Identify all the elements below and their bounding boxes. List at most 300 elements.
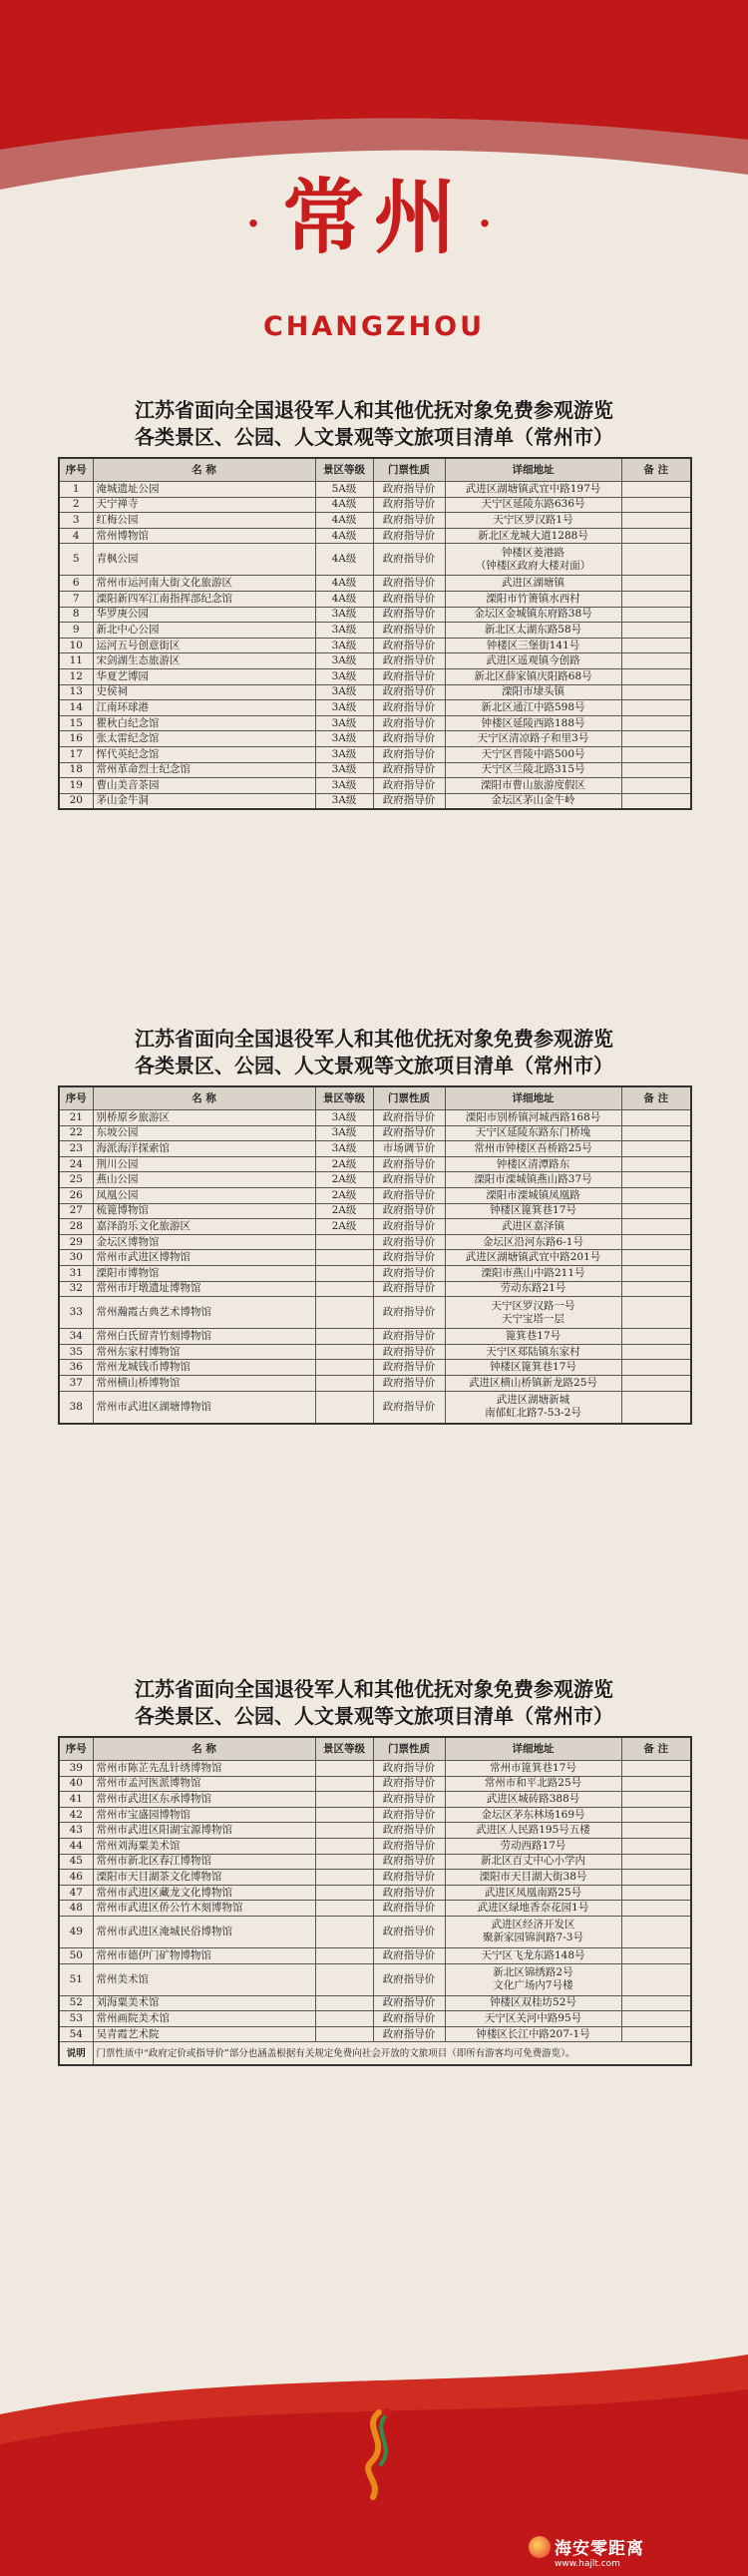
scenic-level: 3A级: [315, 638, 373, 653]
list-block-2: [58, 1026, 690, 1425]
address-line: 常州市和平北路25号: [484, 1777, 582, 1790]
row-number: 1: [59, 482, 93, 498]
remark: [621, 1234, 691, 1250]
address-line: 南郁虹北路7-53-2号: [485, 1407, 581, 1419]
table-row: [59, 1219, 691, 1235]
address: [445, 715, 621, 731]
attraction-name: 燕山公园: [93, 1172, 315, 1188]
remark: [621, 1391, 691, 1424]
column-header: 详细地址: [445, 1086, 621, 1110]
table-row: [59, 2011, 691, 2027]
scenic-level: 2A级: [315, 1156, 373, 1172]
remark: [621, 1854, 691, 1870]
table-header-row: [59, 1737, 691, 1761]
table-row: [59, 1792, 691, 1808]
remark: [621, 1963, 691, 1995]
city-title: · 常州 ·: [246, 170, 502, 265]
list-title-line2: 各类景区、公园、人文景观等文旅项目清单（常州市）: [135, 425, 613, 449]
scenic-level: [315, 1360, 373, 1376]
remark: [621, 497, 691, 513]
ticket-type: 政府指导价: [373, 1125, 445, 1141]
ticket-type: 政府指导价: [373, 1391, 445, 1424]
ticket-type: 政府指导价: [373, 1838, 445, 1854]
row-number: 25: [59, 1172, 93, 1188]
column-header: 详细地址: [445, 458, 621, 482]
attraction-name: 史侯祠: [93, 684, 315, 700]
ticket-type: 政府指导价: [373, 1219, 445, 1235]
column-header: 序号: [59, 1086, 93, 1110]
address: [445, 731, 621, 747]
ticket-type: 政府指导价: [373, 668, 445, 684]
table-row: [59, 1375, 691, 1391]
attraction-name: 张太雷纪念馆: [93, 731, 315, 747]
scenic-level: [315, 1281, 373, 1297]
remark: [621, 1110, 691, 1126]
row-number: 12: [59, 668, 93, 684]
address: [445, 1203, 621, 1219]
row-number: 15: [59, 715, 93, 731]
remark: [621, 1776, 691, 1792]
row-number: 23: [59, 1141, 93, 1157]
attraction-name: 梳篦博物馆: [93, 1203, 315, 1219]
column-header: 景区等级: [315, 1737, 373, 1761]
scenic-level: [315, 1807, 373, 1823]
remark: [621, 668, 691, 684]
ticket-type: 政府指导价: [373, 623, 445, 639]
scenic-level: [315, 1297, 373, 1329]
table-row: [59, 1265, 691, 1281]
address-line: 天宁区关河中路95号: [484, 2011, 582, 2024]
address-line: 溧阳市天目湖大街38号: [479, 1870, 587, 1883]
address-line: 武进区湖塘镇武宜中路197号: [465, 482, 601, 495]
address-line: 新北区通江中路598号: [481, 700, 585, 713]
attraction-name: 溧阳市博物馆: [93, 1265, 315, 1281]
table-row: [59, 591, 691, 607]
attraction-name: 常州市新北区春江博物馆: [93, 1854, 315, 1870]
row-number: 31: [59, 1265, 93, 1281]
address: [445, 793, 621, 809]
address: [445, 2026, 621, 2042]
column-header: 门票性质: [373, 1086, 445, 1110]
ticket-type: 政府指导价: [373, 1947, 445, 1963]
row-number: 3: [59, 513, 93, 529]
table-row: [59, 653, 691, 669]
address-line: 溧阳市竹箦镇水西村: [486, 592, 580, 605]
row-number: 39: [59, 1761, 93, 1777]
address: [445, 1901, 621, 1917]
scenic-level: [315, 2026, 373, 2042]
address: [445, 638, 621, 653]
scenic-level: 3A级: [315, 715, 373, 731]
scenic-level: [315, 1329, 373, 1345]
row-number: 52: [59, 1995, 93, 2011]
attraction-name: 常州美术馆: [93, 1963, 315, 1995]
scenic-level: 3A级: [315, 684, 373, 700]
attraction-name: 常州博物馆: [93, 528, 315, 544]
table-row: [59, 700, 691, 716]
attraction-name: 常州瀚霞古典艺术博物馆: [93, 1297, 315, 1329]
list-title-line1: 江苏省面向全国退役军人和其他优抚对象免费参观游览: [135, 398, 613, 422]
attraction-name: 常州市武进区东承博物馆: [93, 1792, 315, 1808]
ticket-type: 政府指导价: [373, 746, 445, 762]
address-line: 新北区锦绣路2号: [493, 1966, 573, 1979]
row-number: 24: [59, 1156, 93, 1172]
address: [445, 482, 621, 498]
address-line: 天宁区清凉路子和里3号: [477, 732, 589, 745]
remark: [621, 1375, 691, 1391]
address: [445, 1141, 621, 1157]
remark: [621, 2011, 691, 2027]
scenic-level: [315, 1823, 373, 1839]
remark: [621, 1360, 691, 1376]
address-line: 溧阳市曹山旅游度假区: [481, 778, 585, 791]
scenic-level: [315, 1947, 373, 1963]
remark: [621, 1297, 691, 1329]
row-number: 53: [59, 2011, 93, 2027]
row-number: 30: [59, 1250, 93, 1266]
ticket-type: 政府指导价: [373, 1281, 445, 1297]
row-number: 6: [59, 576, 93, 592]
remark: [621, 746, 691, 762]
address: [445, 1885, 621, 1901]
row-number: 8: [59, 607, 93, 623]
remark: [621, 1885, 691, 1901]
attraction-table-1: [58, 457, 692, 810]
remark: [621, 1329, 691, 1345]
attraction-name: 常州市陈芷先乱针绣博物馆: [93, 1761, 315, 1777]
address-line: 聚新家园锦润路7-3号: [483, 1932, 583, 1944]
table-row: [59, 1823, 691, 1839]
remark: [621, 1792, 691, 1808]
remark: [621, 1187, 691, 1203]
row-number: 21: [59, 1110, 93, 1126]
address: [445, 1838, 621, 1854]
scenic-level: [315, 1344, 373, 1360]
address: [445, 1391, 621, 1424]
jiangsu-tourism-logo: [351, 2402, 399, 2522]
row-number: 7: [59, 591, 93, 607]
note-row: [59, 2042, 691, 2066]
address: [445, 762, 621, 778]
attraction-name: 常州市运河南大街文化旅游区: [93, 576, 315, 592]
ticket-type: 市场调节价: [373, 1141, 445, 1157]
scenic-level: [315, 1916, 373, 1947]
scenic-level: [315, 1776, 373, 1792]
attraction-name: 常州市圩墩遗址博物馆: [93, 1281, 315, 1297]
remark: [621, 1125, 691, 1141]
address: [445, 746, 621, 762]
table-row: [59, 497, 691, 513]
scenic-level: 3A级: [315, 746, 373, 762]
remark: [621, 1203, 691, 1219]
remark: [621, 1838, 691, 1854]
table-row: [59, 1870, 691, 1886]
ticket-type: 政府指导价: [373, 1156, 445, 1172]
attraction-name: 溧阳市天目湖茶文化博物馆: [93, 1870, 315, 1886]
attraction-name: 新北中心公园: [93, 623, 315, 639]
city-pinyin: CHANGZHOU: [262, 311, 486, 342]
address-line: 天宁区晋陵中路500号: [481, 747, 585, 760]
scenic-level: 3A级: [315, 731, 373, 747]
row-number: 46: [59, 1870, 93, 1886]
ticket-type: 政府指导价: [373, 638, 445, 653]
row-number: 22: [59, 1125, 93, 1141]
attraction-name: 常州市武进区湖塘博物馆: [93, 1391, 315, 1424]
attraction-name: 曹山美音茶园: [93, 778, 315, 794]
attraction-name: 金坛区博物馆: [93, 1234, 315, 1250]
table-row: [59, 1901, 691, 1917]
ticket-type: 政府指导价: [373, 653, 445, 669]
scenic-level: 5A级: [315, 482, 373, 498]
table-row: [59, 513, 691, 529]
ticket-type: 政府指导价: [373, 1297, 445, 1329]
list-title-line1: 江苏省面向全国退役军人和其他优抚对象免费参观游览: [135, 1027, 613, 1051]
table-row: [59, 684, 691, 700]
table-row: [59, 1360, 691, 1376]
address: [445, 2011, 621, 2027]
ticket-type: 政府指导价: [373, 1203, 445, 1219]
remark: [621, 623, 691, 639]
attraction-name: 荆川公园: [93, 1156, 315, 1172]
scenic-level: [315, 1995, 373, 2011]
scenic-level: 4A级: [315, 544, 373, 576]
scenic-level: [315, 1792, 373, 1808]
scenic-level: 3A级: [315, 653, 373, 669]
table-header-row: [59, 458, 691, 482]
remark: [621, 1265, 691, 1281]
column-header: 备 注: [621, 458, 691, 482]
attraction-name: 红梅公园: [93, 513, 315, 529]
row-number: 36: [59, 1360, 93, 1376]
remark: [621, 482, 691, 498]
address-line: 天宁区罗汉路1号: [493, 513, 573, 526]
scenic-level: 4A级: [315, 497, 373, 513]
scenic-level: 4A级: [315, 513, 373, 529]
address-line: 金坛区金城镇东府路38号: [474, 608, 592, 621]
ticket-type: 政府指导价: [373, 482, 445, 498]
remark: [621, 715, 691, 731]
ticket-type: 政府指导价: [373, 715, 445, 731]
attraction-name: 瞿秋白纪念馆: [93, 715, 315, 731]
table-row: [59, 1963, 691, 1995]
attraction-name: 茅山金牛洞: [93, 793, 315, 809]
column-header: 详细地址: [445, 1737, 621, 1761]
list-block-3: [58, 1676, 690, 2066]
table-row: [59, 528, 691, 544]
address-line: 钟楼区菱港路: [502, 546, 564, 559]
remark: [621, 1995, 691, 2011]
address-line: 劳动西路17号: [500, 1839, 566, 1852]
attraction-name: 天宁禅寺: [93, 497, 315, 513]
address: [445, 1776, 621, 1792]
column-header: 名 称: [93, 1086, 315, 1110]
address-line: 天宁区延陵东路636号: [481, 498, 585, 511]
remark: [621, 528, 691, 544]
ticket-type: 政府指导价: [373, 2026, 445, 2042]
table-row: [59, 1916, 691, 1947]
table-row: [59, 1250, 691, 1266]
remark: [621, 684, 691, 700]
address-line: 金坛区茅山金牛岭: [491, 794, 575, 807]
row-number: 16: [59, 731, 93, 747]
attraction-name: 华罗庚公园: [93, 607, 315, 623]
ticket-type: 政府指导价: [373, 1375, 445, 1391]
attraction-name: 海派海洋探索馆: [93, 1141, 315, 1157]
remark: [621, 607, 691, 623]
ticket-type: 政府指导价: [373, 497, 445, 513]
scenic-level: 2A级: [315, 1187, 373, 1203]
address: [445, 1187, 621, 1203]
address-line: 新北区太湖东路58号: [484, 623, 582, 636]
address-line: 溧阳市溧城镇凤凰路: [486, 1188, 580, 1201]
ticket-type: 政府指导价: [373, 576, 445, 592]
ticket-type: 政府指导价: [373, 1823, 445, 1839]
table-row: [59, 1995, 691, 2011]
address-line: 天宁区郑陆镇东家村: [486, 1345, 580, 1358]
scenic-level: 3A级: [315, 778, 373, 794]
column-header: 名 称: [93, 458, 315, 482]
row-number: 4: [59, 528, 93, 544]
list-title-line2: 各类景区、公园、人文景观等文旅项目清单（常州市）: [135, 1054, 613, 1077]
address: [445, 1329, 621, 1345]
site-url: www.hajlt.com: [555, 2559, 620, 2569]
address-line: 天宁区延陵东路东门桥堍: [475, 1126, 591, 1139]
scenic-level: [315, 1234, 373, 1250]
note-label: 说明: [59, 2042, 93, 2066]
table-row: [59, 1234, 691, 1250]
address: [445, 1219, 621, 1235]
ticket-type: 政府指导价: [373, 1329, 445, 1345]
ticket-type: 政府指导价: [373, 1995, 445, 2011]
table-row: [59, 746, 691, 762]
address-line: 常州市篦箕巷17号: [490, 1761, 576, 1774]
site-name: 海安零距离: [555, 2539, 644, 2559]
attraction-name: 溧阳新四军江南指挥部纪念馆: [93, 591, 315, 607]
remark: [621, 793, 691, 809]
address: [445, 668, 621, 684]
row-number: 34: [59, 1329, 93, 1345]
ticket-type: 政府指导价: [373, 778, 445, 794]
remark: [621, 1281, 691, 1297]
note-text: 门票性质中“政府定价或指导价”部分也涵盖根据有关规定免费向社会开放的文旅项目（即所有游客均可免费游览）。: [93, 2042, 691, 2066]
scenic-level: 3A级: [315, 1125, 373, 1141]
ticket-type: 政府指导价: [373, 1916, 445, 1947]
attraction-name: 常州市宝盛园博物馆: [93, 1807, 315, 1823]
scenic-level: 2A级: [315, 1172, 373, 1188]
list-title-line2: 各类景区、公园、人文景观等文旅项目清单（常州市）: [135, 1704, 613, 1728]
address: [445, 1234, 621, 1250]
table-row: [59, 482, 691, 498]
row-number: 2: [59, 497, 93, 513]
ticket-type: 政府指导价: [373, 1854, 445, 1870]
scenic-level: [315, 1901, 373, 1917]
attraction-name: 嘉泽韵乐文化旅游区: [93, 1219, 315, 1235]
scenic-level: 3A级: [315, 1110, 373, 1126]
address-line: 钟楼区清潭路东: [496, 1157, 570, 1170]
column-header: 景区等级: [315, 458, 373, 482]
remark: [621, 1141, 691, 1157]
remark: [621, 1219, 691, 1235]
row-number: 32: [59, 1281, 93, 1297]
address-line: 钟楼区三堡街141号: [486, 639, 580, 651]
address-line: 钟楼区篦箕巷17号: [490, 1361, 576, 1374]
address-line: 新北区薛家镇庆阳路68号: [474, 669, 592, 682]
scenic-level: 2A级: [315, 1219, 373, 1235]
table-row: [59, 1344, 691, 1360]
column-header: 备 注: [621, 1086, 691, 1110]
scenic-level: 3A级: [315, 700, 373, 716]
attraction-name: 东坡公园: [93, 1125, 315, 1141]
scenic-level: 3A级: [315, 668, 373, 684]
scenic-level: 3A级: [315, 762, 373, 778]
remark: [621, 653, 691, 669]
table-row: [59, 576, 691, 592]
address-line: 新北区龙城大道1288号: [478, 529, 588, 542]
address: [445, 1916, 621, 1947]
row-number: 18: [59, 762, 93, 778]
attraction-name: 淹城遗址公园: [93, 482, 315, 498]
row-number: 44: [59, 1838, 93, 1854]
address: [445, 528, 621, 544]
address-line: 武进区湖塘镇: [502, 577, 564, 590]
address: [445, 1995, 621, 2011]
row-number: 29: [59, 1234, 93, 1250]
ticket-type: 政府指导价: [373, 1265, 445, 1281]
attraction-name: 吴青霞艺术院: [93, 2026, 315, 2042]
address-line: 天宁区罗汉路一号: [491, 1299, 575, 1312]
remark: [621, 1250, 691, 1266]
table-row: [59, 793, 691, 809]
table-row: [59, 1172, 691, 1188]
scenic-level: [315, 1963, 373, 1995]
address-line: 武进区嘉泽镇: [502, 1219, 564, 1232]
column-header: 序号: [59, 458, 93, 482]
attraction-name: 常州市武进区博物馆: [93, 1250, 315, 1266]
address-line: 劳动东路21号: [500, 1282, 566, 1295]
row-number: 27: [59, 1203, 93, 1219]
row-number: 45: [59, 1854, 93, 1870]
address-line: 文化广场内7号楼: [493, 1979, 573, 1992]
address: [445, 1870, 621, 1886]
address: [445, 1297, 621, 1329]
address-line: 溧阳市别桥镇河城西路168号: [465, 1110, 601, 1123]
ticket-type: 政府指导价: [373, 1187, 445, 1203]
table-row: [59, 731, 691, 747]
address-line: 钟楼区篦箕巷17号: [490, 1204, 576, 1217]
address: [445, 1125, 621, 1141]
attraction-name: 恽代英纪念馆: [93, 746, 315, 762]
row-number: 43: [59, 1823, 93, 1839]
address-line: 武进区凤凰南路25号: [484, 1886, 582, 1899]
table-row: [59, 1281, 691, 1297]
table-row: [59, 623, 691, 639]
row-number: 47: [59, 1885, 93, 1901]
address: [445, 623, 621, 639]
address-line: 金坛区茅东林场169号: [481, 1808, 585, 1821]
ticket-type: 政府指导价: [373, 1792, 445, 1808]
ticket-type: 政府指导价: [373, 1360, 445, 1376]
table-header-row: [59, 1086, 691, 1110]
address: [445, 1947, 621, 1963]
ticket-type: 政府指导价: [373, 700, 445, 716]
table-row: [59, 1329, 691, 1345]
ticket-type: 政府指导价: [373, 1234, 445, 1250]
row-number: 9: [59, 623, 93, 639]
scenic-level: 3A级: [315, 623, 373, 639]
address-line: 武进区横山桥镇新龙路25号: [469, 1376, 597, 1389]
address: [445, 653, 621, 669]
row-number: 13: [59, 684, 93, 700]
